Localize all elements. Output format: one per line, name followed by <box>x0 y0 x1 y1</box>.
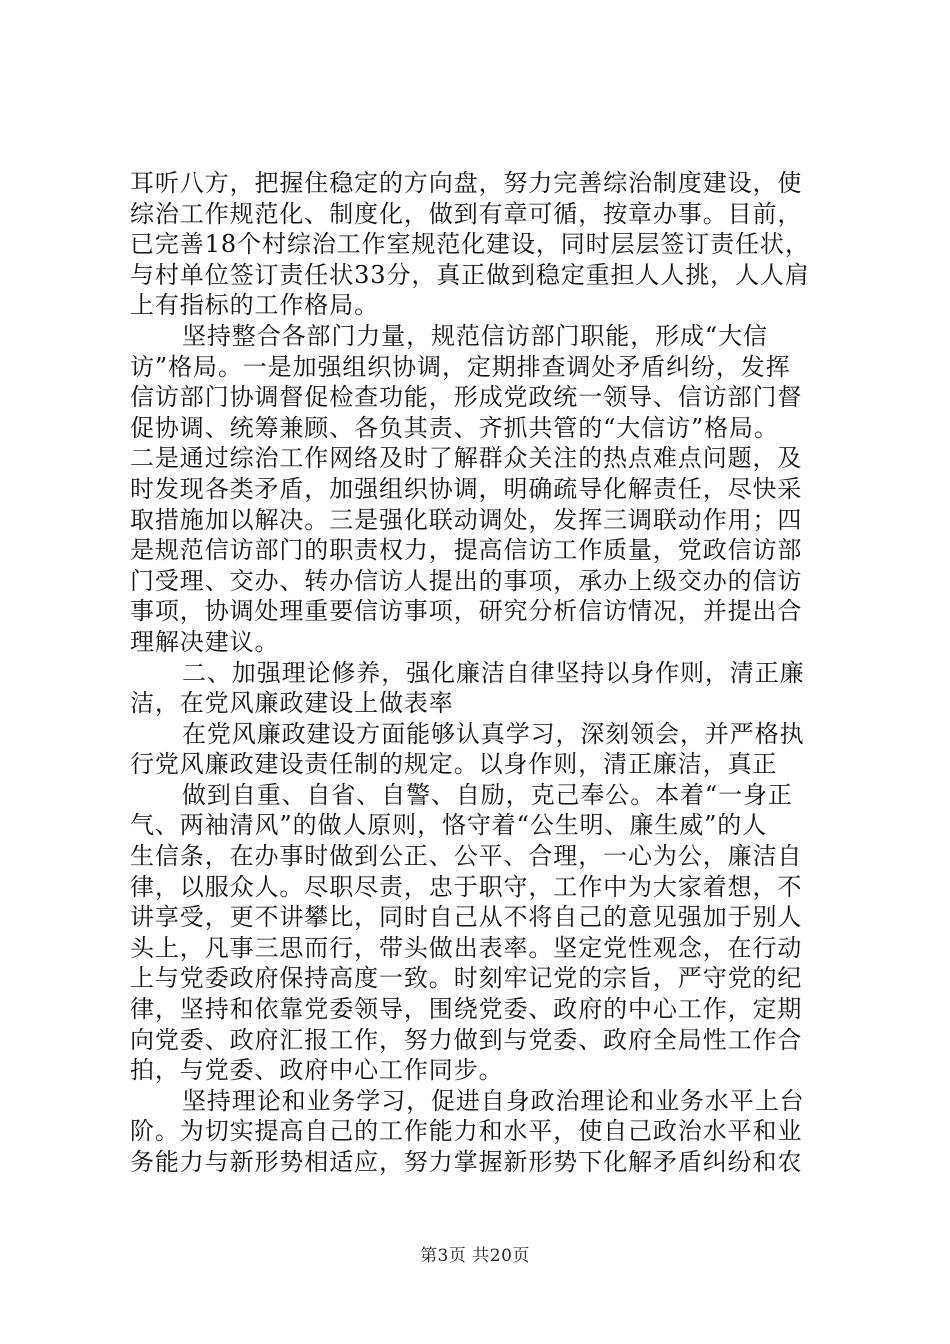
text-line: 门受理、交办、转办信访人提出的事项，承办上级交办的信访 <box>130 566 803 595</box>
text-line: 做到自重、自省、自警、自励，克己奉公。本着“一身正 <box>182 780 793 809</box>
page-number-footer: 第3页 共20页 <box>420 1246 530 1266</box>
text-line: 坚持理论和业务学习，促进自身政治理论和业务水平上台 <box>182 1086 805 1115</box>
text-line: 坚持整合各部门力量，规范信访部门职能，形成“大信 <box>182 321 768 350</box>
section-heading: 二、加强理论修养，强化廉洁自律坚持以身作则，清正廉 <box>182 658 805 687</box>
text-line: 二是通过综治工作网络及时了解群众关注的热点难点问题，及 <box>130 444 803 473</box>
text-line: 生信条，在办事时做到公正、公平、合理，一心为公，廉洁自 <box>130 842 803 871</box>
text-line: 上有指标的工作格局。 <box>130 291 379 320</box>
text-line: 上与党委政府保持高度一致。时刻牢记党的宗旨，严守党的纪 <box>130 964 803 993</box>
text-line: 律，坚持和依靠党委领导，围绕党委、政府的中心工作，定期 <box>130 995 803 1024</box>
section-heading: 洁，在党风廉政建设上做表率 <box>130 689 454 718</box>
body-text <box>130 168 830 1178</box>
text-line: 是规范信访部门的职责权力，提高信访工作质量，党政信访部 <box>130 536 803 565</box>
text-line: 时发现各类矛盾，加强组织协调，明确疏导化解责任，尽快采 <box>130 474 803 503</box>
text-line: 气、两袖清风”的做人原则，恪守着“公生明、廉生威”的人 <box>130 811 768 840</box>
text-line: 耳听八方，把握住稳定的方向盘，努力完善综治制度建设，使 <box>130 169 803 197</box>
text-line: 理解决建议。 <box>130 627 280 656</box>
text-line: 拍，与党委、政府中心工作同步。 <box>130 1056 504 1085</box>
text-line: 访”格局。一是加强组织协调，定期排查调处矛盾纠纷，发挥 <box>130 352 791 381</box>
text-line: 讲享受，更不讲攀比，同时自己从不将自己的意见强加于别人 <box>130 903 803 932</box>
text-line: 律，以服众人。尽职尽责，忠于职守，工作中为大家着想，不 <box>130 872 803 901</box>
text-line: 信访部门协调督促检查功能，形成党政统一领导、信访部门督 <box>130 383 803 412</box>
text-line: 行党风廉政建设责任制的规定。以身作则，清正廉洁，真正 <box>130 750 778 779</box>
text-line: 向党委、政府汇报工作，努力做到与党委、政府全局性工作合 <box>130 1025 803 1054</box>
text-line: 头上，凡事三思而行，带头做出表率。坚定党性观念，在行动 <box>130 933 803 962</box>
text-line: 在党风廉政建设方面能够认真学习，深刻领会，并严格执 <box>182 719 805 748</box>
text-line: 与村单位签订责任状33分，真正做到稳定重担人人挑，人人肩 <box>130 260 810 289</box>
text-line: 已完善18个村综治工作室规范化建设，同时层层签订责任状， <box>130 230 810 259</box>
text-line: 促协调、统筹兼顾、各负其责、齐抓共管的“大信访”格局。 <box>130 413 779 442</box>
text-line: 综治工作规范化、制度化，做到有章可循，按章办事。目前， <box>130 199 803 228</box>
text-line: 事项，协调处理重要信访事项，研究分析信访情况，并提出合 <box>130 597 803 626</box>
text-line: 阶。为切实提高自己的工作能力和水平，使自己政治水平和业 <box>130 1117 803 1146</box>
text-line: 取措施加以解决。三是强化联动调处，发挥三调联动作用；四 <box>130 505 803 534</box>
text-line: 务能力与新形势相适应，努力掌握新形势下化解矛盾纠纷和农 <box>130 1148 803 1176</box>
